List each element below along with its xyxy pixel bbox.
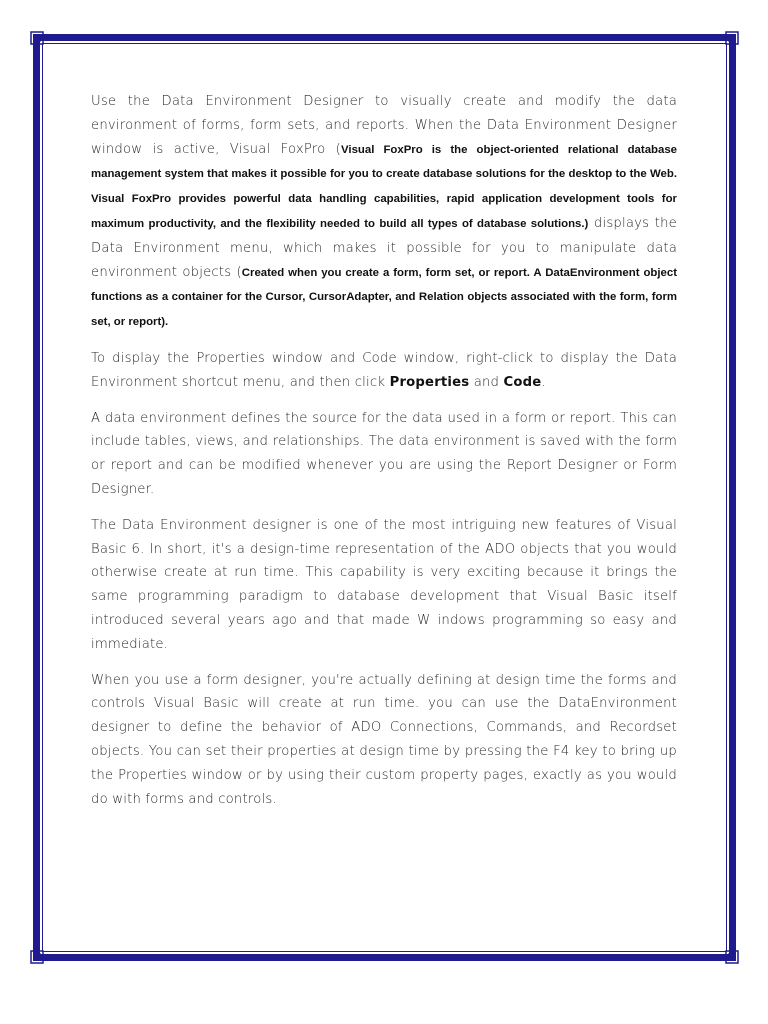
corner-ornament-icon — [724, 30, 740, 46]
corner-ornament-icon — [29, 949, 45, 965]
p2-bold-properties: Properties — [389, 374, 470, 390]
paragraph-3: A data environment defines the source for the data used in a form or report. This can include tables, views, and relationships. The data environment is saved with the form or report and can be modified whenever you are using the Report Designer or Form Designer. — [91, 410, 677, 497]
p2-text-2: and — [469, 374, 504, 390]
p1-note-dataenvironment: Created when you create a form, form set, or report. A DataEnvironment object functions as a container for the Cursor, CursorAdapter, and Relation objects associated with the form, form set, or report). — [91, 266, 677, 329]
paragraph-5: When you use a form designer, you're actually defining at design time the forms and controls Visual Basic will create at run time. you can use the DataEnvironment designer to define the behavior of ADO Connections, Commands, and Recordset objects. You can set their properties at design time by pressing the F4 key to bring up the Properties window or by using their custom property pages, exactly as you would do with forms and controls. — [91, 672, 677, 807]
paragraph-2 — [91, 347, 677, 395]
corner-ornament-icon — [29, 30, 45, 46]
p2-text-1: To display the Properties window and Code window, right-click to display the Data Environment shortcut menu, and then click — [91, 350, 677, 390]
p2-text-3: . — [541, 374, 546, 390]
p1-text-2: displays the Data Environment menu, which makes it possible for you to manipulate data environment objects ( — [91, 215, 677, 280]
paragraph-1 — [91, 90, 677, 335]
p1-note-foxpro: Visual FoxPro is the object-oriented relational database management system that makes it possible for you to create database solutions for the desktop to the Web. Visual FoxPro provides powerful data handling capabilities, rapid application development tools for maximum productivity, and the flexibility needed to build all types of database solutions.) — [91, 143, 677, 230]
paragraph-4: The Data Environment designer is one of the most intriguing new features of Visual Basic 6. In short, it's a design-time representation of the ADO objects that you would otherwise create at run time. This capability is very exciting because it brings the same programming paradigm to database development that Visual Basic itself introduced several years ago and that made W indows programming so easy and immediate. — [91, 517, 677, 652]
p2-bold-code: Code — [503, 374, 542, 390]
document-body — [91, 90, 677, 823]
corner-ornament-icon — [724, 949, 740, 965]
p1-text-1: Use the Data Environment Designer to visually create and modify the data environment of forms, form sets, and reports. When the Data Environment Designer window is active, Visual FoxPro ( — [91, 94, 677, 157]
